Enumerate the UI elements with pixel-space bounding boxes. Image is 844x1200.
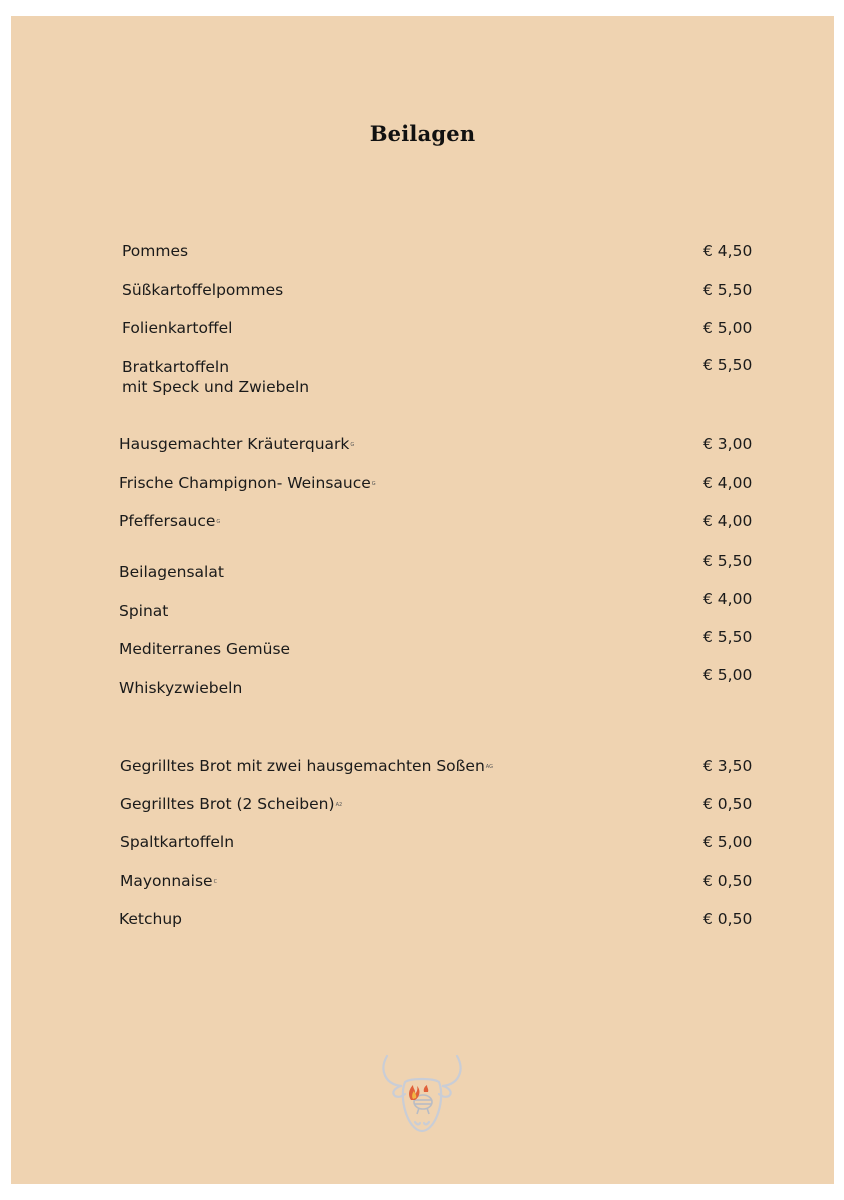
allergen-code: AG xyxy=(485,763,494,770)
menu-item-price: € 0,50 xyxy=(703,872,753,890)
menu-item-name: Ketchup xyxy=(119,910,183,928)
allergen-code: G xyxy=(350,441,355,448)
menu-item-price: € 0,50 xyxy=(703,795,753,813)
menu-item-name: MayonnaiseC xyxy=(120,872,218,890)
menu-item-name: Frische Champignon- WeinsauceG xyxy=(119,474,376,492)
menu-item-price: € 5,50 xyxy=(703,552,753,570)
menu-item-price: € 0,50 xyxy=(703,910,753,928)
allergen-code: G xyxy=(371,480,376,487)
menu-item-name: Folienkartoffel xyxy=(122,319,233,337)
menu-item-price: € 5,00 xyxy=(703,319,753,337)
menu-item-price: € 5,00 xyxy=(703,833,753,851)
menu-item-name: Süßkartoffelpommes xyxy=(122,281,284,299)
menu-item-name: Whiskyzwiebeln xyxy=(119,679,243,697)
menu-item-price: € 4,00 xyxy=(703,590,753,608)
menu-item-price: € 3,00 xyxy=(703,435,753,453)
menu-item-description: mit Speck und Zwiebeln xyxy=(122,378,310,396)
menu-item-name: Bratkartoffeln xyxy=(122,358,230,376)
menu-item-name: Pommes xyxy=(122,242,189,260)
menu-item-name: PfeffersauceG xyxy=(119,512,221,530)
menu-item-price: € 4,00 xyxy=(703,474,753,492)
menu-item-price: € 5,00 xyxy=(703,666,753,684)
menu-item-price: € 5,50 xyxy=(703,281,753,299)
allergen-code: A2 xyxy=(335,801,343,808)
bull-head-grill-logo-icon xyxy=(377,1052,467,1134)
menu-item-price: € 4,00 xyxy=(703,512,753,530)
menu-item-name: Beilagensalat xyxy=(119,563,224,581)
menu-item-name: Spaltkartoffeln xyxy=(120,833,235,851)
menu-item-price: € 5,50 xyxy=(703,356,753,374)
menu-item-price: € 3,50 xyxy=(703,757,753,775)
allergen-code: G xyxy=(216,518,221,525)
menu-item-name: Hausgemachter KräuterquarkG xyxy=(119,435,355,453)
menu-page xyxy=(11,16,834,1184)
menu-item-name: Mediterranes Gemüse xyxy=(119,640,291,658)
menu-item-name: Gegrilltes Brot (2 Scheiben)A2 xyxy=(120,795,343,813)
menu-item-price: € 5,50 xyxy=(703,628,753,646)
page-title: Beilagen xyxy=(369,121,476,146)
menu-item-price: € 4,50 xyxy=(703,242,753,260)
menu-item-name: Spinat xyxy=(119,602,169,620)
allergen-code: C xyxy=(213,878,218,885)
menu-item-name: Gegrilltes Brot mit zwei hausgemachten SoßenAG xyxy=(120,757,494,775)
